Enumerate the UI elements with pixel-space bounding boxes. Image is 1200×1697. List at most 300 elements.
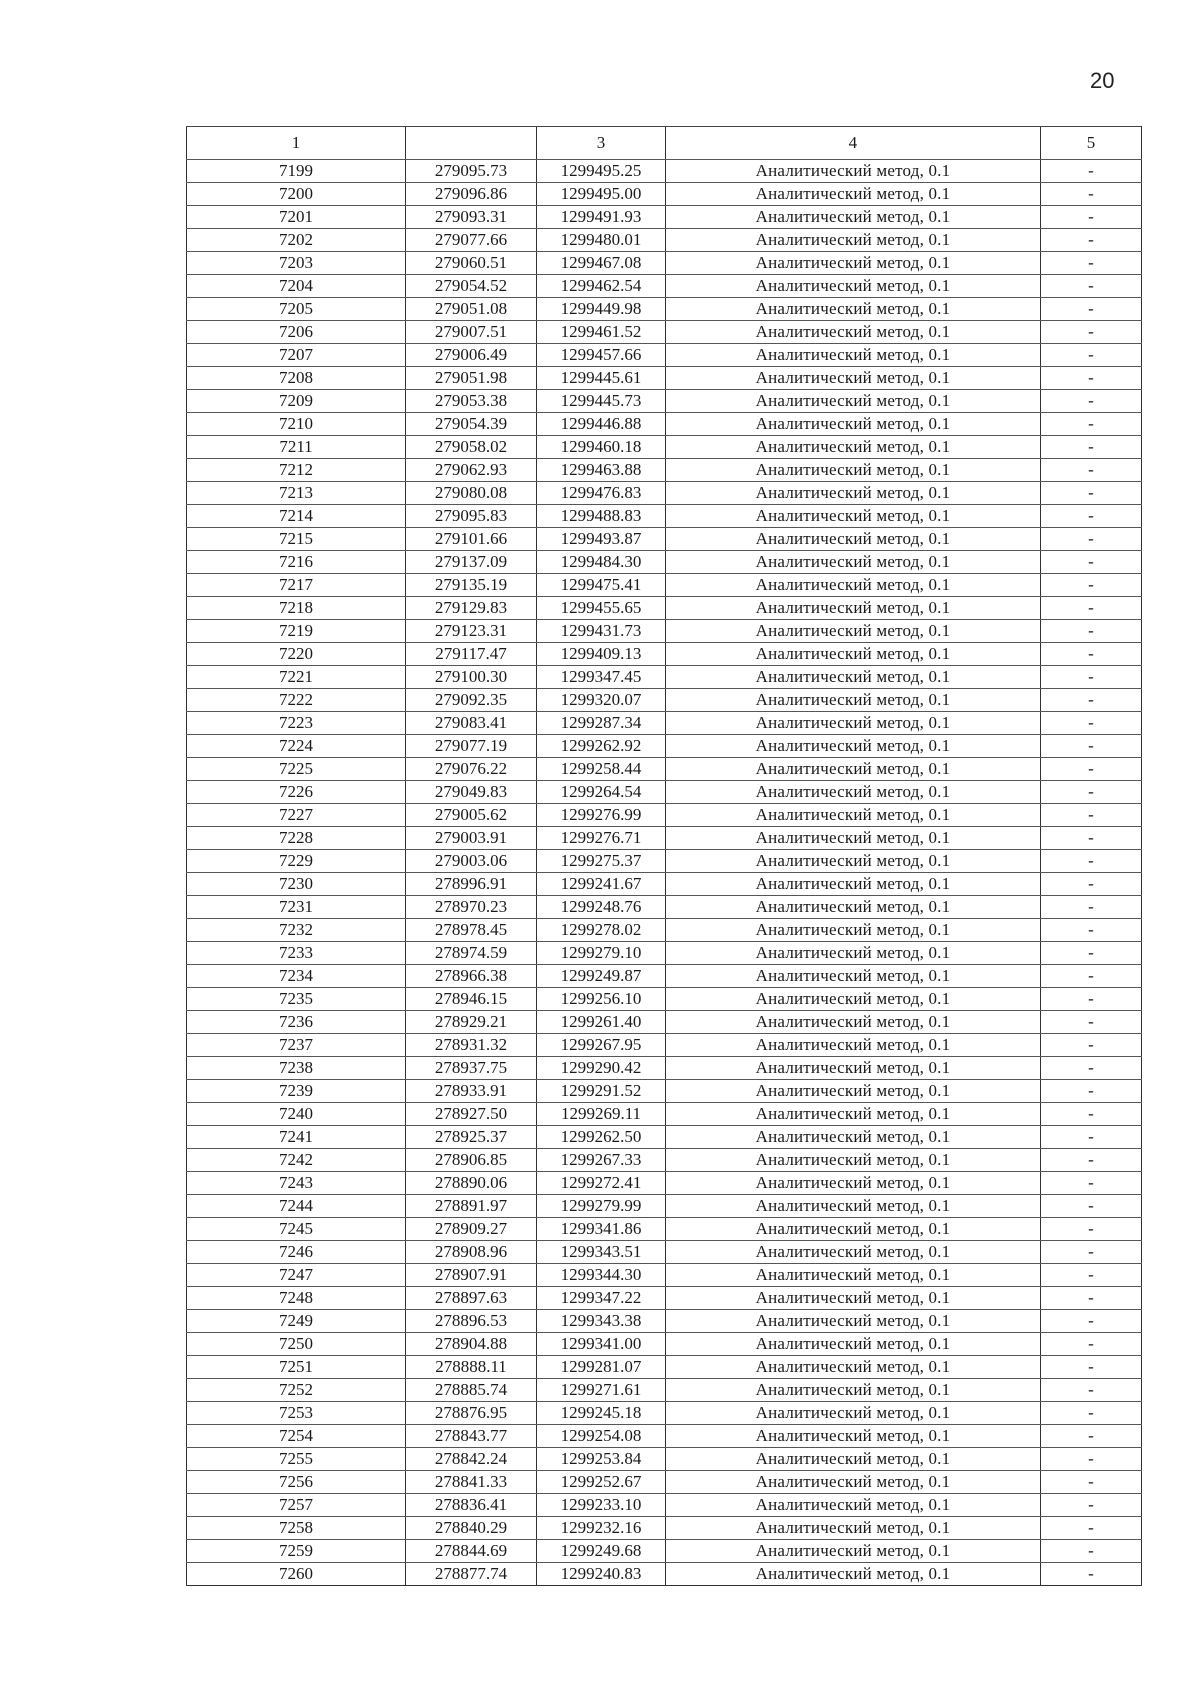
- method-cell: Аналитический метод, 0.1: [666, 1057, 1041, 1080]
- y-coordinate-cell: 1299455.65: [537, 597, 666, 620]
- error-cell: -: [1041, 551, 1142, 574]
- error-cell: -: [1041, 781, 1142, 804]
- x-coordinate-cell: 279051.08: [406, 298, 537, 321]
- error-cell: -: [1041, 528, 1142, 551]
- table-row: [187, 896, 1142, 919]
- method-cell: Аналитический метод, 0.1: [666, 459, 1041, 482]
- error-cell: -: [1041, 1563, 1142, 1586]
- table-row: [187, 1448, 1142, 1471]
- error-cell: -: [1041, 1494, 1142, 1517]
- x-coordinate-cell: 279058.02: [406, 436, 537, 459]
- table-row: [187, 597, 1142, 620]
- table-row: [187, 1356, 1142, 1379]
- method-cell: Аналитический метод, 0.1: [666, 1126, 1041, 1149]
- x-coordinate-cell: 278876.95: [406, 1402, 537, 1425]
- table-body: [187, 160, 1142, 1586]
- y-coordinate-cell: 1299463.88: [537, 459, 666, 482]
- error-cell: -: [1041, 298, 1142, 321]
- error-cell: -: [1041, 1126, 1142, 1149]
- x-coordinate-cell: 279080.08: [406, 482, 537, 505]
- x-coordinate-cell: 279054.39: [406, 413, 537, 436]
- method-cell: Аналитический метод, 0.1: [666, 1195, 1041, 1218]
- y-coordinate-cell: 1299495.00: [537, 183, 666, 206]
- point-number-cell: 7204: [187, 275, 406, 298]
- y-coordinate-cell: 1299233.10: [537, 1494, 666, 1517]
- method-cell: Аналитический метод, 0.1: [666, 643, 1041, 666]
- point-number-cell: 7199: [187, 160, 406, 183]
- method-cell: Аналитический метод, 0.1: [666, 919, 1041, 942]
- y-coordinate-cell: 1299341.86: [537, 1218, 666, 1241]
- error-cell: -: [1041, 758, 1142, 781]
- point-number-cell: 7228: [187, 827, 406, 850]
- method-cell: Аналитический метод, 0.1: [666, 1011, 1041, 1034]
- page-number: 20: [1090, 68, 1115, 93]
- point-number-cell: 7217: [187, 574, 406, 597]
- point-number-cell: 7224: [187, 735, 406, 758]
- table-row: [187, 758, 1142, 781]
- table-row: [187, 344, 1142, 367]
- y-coordinate-cell: 1299493.87: [537, 528, 666, 551]
- x-coordinate-cell: 278937.75: [406, 1057, 537, 1080]
- point-number-cell: 7211: [187, 436, 406, 459]
- y-coordinate-cell: 1299409.13: [537, 643, 666, 666]
- method-cell: Аналитический метод, 0.1: [666, 1287, 1041, 1310]
- table-row: [187, 1471, 1142, 1494]
- method-cell: Аналитический метод, 0.1: [666, 206, 1041, 229]
- y-coordinate-cell: 1299279.10: [537, 942, 666, 965]
- method-cell: Аналитический метод, 0.1: [666, 482, 1041, 505]
- error-cell: -: [1041, 873, 1142, 896]
- point-number-cell: 7229: [187, 850, 406, 873]
- table-header-row: [187, 127, 1142, 160]
- method-cell: Аналитический метод, 0.1: [666, 896, 1041, 919]
- error-cell: -: [1041, 666, 1142, 689]
- point-number-cell: 7218: [187, 597, 406, 620]
- error-cell: -: [1041, 436, 1142, 459]
- error-cell: -: [1041, 643, 1142, 666]
- error-cell: -: [1041, 1080, 1142, 1103]
- point-number-cell: 7215: [187, 528, 406, 551]
- table-row: [187, 321, 1142, 344]
- y-coordinate-cell: 1299275.37: [537, 850, 666, 873]
- x-coordinate-cell: 278909.27: [406, 1218, 537, 1241]
- error-cell: -: [1041, 919, 1142, 942]
- point-number-cell: 7212: [187, 459, 406, 482]
- x-coordinate-cell: 279060.51: [406, 252, 537, 275]
- column-header-5: 5: [1041, 127, 1142, 160]
- method-cell: Аналитический метод, 0.1: [666, 827, 1041, 850]
- point-number-cell: 7246: [187, 1241, 406, 1264]
- point-number-cell: 7252: [187, 1379, 406, 1402]
- point-number-cell: 7207: [187, 344, 406, 367]
- point-number-cell: 7255: [187, 1448, 406, 1471]
- method-cell: Аналитический метод, 0.1: [666, 275, 1041, 298]
- error-cell: -: [1041, 1333, 1142, 1356]
- error-cell: -: [1041, 1264, 1142, 1287]
- error-cell: -: [1041, 206, 1142, 229]
- point-number-cell: 7236: [187, 1011, 406, 1034]
- x-coordinate-cell: 279083.41: [406, 712, 537, 735]
- error-cell: -: [1041, 413, 1142, 436]
- method-cell: Аналитический метод, 0.1: [666, 551, 1041, 574]
- error-cell: -: [1041, 942, 1142, 965]
- point-number-cell: 7238: [187, 1057, 406, 1080]
- error-cell: -: [1041, 1402, 1142, 1425]
- method-cell: Аналитический метод, 0.1: [666, 1402, 1041, 1425]
- y-coordinate-cell: 1299249.68: [537, 1540, 666, 1563]
- method-cell: Аналитический метод, 0.1: [666, 183, 1041, 206]
- x-coordinate-cell: 278890.06: [406, 1172, 537, 1195]
- x-coordinate-cell: 278929.21: [406, 1011, 537, 1034]
- method-cell: Аналитический метод, 0.1: [666, 1172, 1041, 1195]
- error-cell: -: [1041, 965, 1142, 988]
- method-cell: Аналитический метод, 0.1: [666, 1379, 1041, 1402]
- x-coordinate-cell: 279095.73: [406, 160, 537, 183]
- point-number-cell: 7257: [187, 1494, 406, 1517]
- y-coordinate-cell: 1299278.02: [537, 919, 666, 942]
- error-cell: -: [1041, 344, 1142, 367]
- table-row: [187, 436, 1142, 459]
- table-row: [187, 1517, 1142, 1540]
- y-coordinate-cell: 1299480.01: [537, 229, 666, 252]
- table-row: [187, 574, 1142, 597]
- y-coordinate-cell: 1299276.71: [537, 827, 666, 850]
- table-row: [187, 367, 1142, 390]
- point-number-cell: 7253: [187, 1402, 406, 1425]
- y-coordinate-cell: 1299287.34: [537, 712, 666, 735]
- method-cell: Аналитический метод, 0.1: [666, 1080, 1041, 1103]
- column-header-4: 4: [666, 127, 1041, 160]
- point-number-cell: 7250: [187, 1333, 406, 1356]
- method-cell: Аналитический метод, 0.1: [666, 1310, 1041, 1333]
- table-row: [187, 1218, 1142, 1241]
- error-cell: -: [1041, 183, 1142, 206]
- table-row: [187, 804, 1142, 827]
- method-cell: Аналитический метод, 0.1: [666, 367, 1041, 390]
- point-number-cell: 7206: [187, 321, 406, 344]
- table-row: [187, 206, 1142, 229]
- x-coordinate-cell: 279003.91: [406, 827, 537, 850]
- table-row: [187, 528, 1142, 551]
- error-cell: -: [1041, 597, 1142, 620]
- method-cell: Аналитический метод, 0.1: [666, 229, 1041, 252]
- error-cell: -: [1041, 1149, 1142, 1172]
- error-cell: -: [1041, 1011, 1142, 1034]
- point-number-cell: 7231: [187, 896, 406, 919]
- method-cell: Аналитический метод, 0.1: [666, 1333, 1041, 1356]
- y-coordinate-cell: 1299491.93: [537, 206, 666, 229]
- y-coordinate-cell: 1299320.07: [537, 689, 666, 712]
- table-row: [187, 1126, 1142, 1149]
- x-coordinate-cell: 279054.52: [406, 275, 537, 298]
- method-cell: Аналитический метод, 0.1: [666, 505, 1041, 528]
- point-number-cell: 7247: [187, 1264, 406, 1287]
- method-cell: Аналитический метод, 0.1: [666, 321, 1041, 344]
- method-cell: Аналитический метод, 0.1: [666, 1563, 1041, 1586]
- x-coordinate-cell: 278906.85: [406, 1149, 537, 1172]
- error-cell: -: [1041, 160, 1142, 183]
- method-cell: Аналитический метод, 0.1: [666, 1356, 1041, 1379]
- point-number-cell: 7239: [187, 1080, 406, 1103]
- point-number-cell: 7208: [187, 367, 406, 390]
- x-coordinate-cell: 278888.11: [406, 1356, 537, 1379]
- table-row: [187, 1310, 1142, 1333]
- table-row: [187, 1563, 1142, 1586]
- table-row: [187, 666, 1142, 689]
- x-coordinate-cell: 279137.09: [406, 551, 537, 574]
- x-coordinate-cell: 278897.63: [406, 1287, 537, 1310]
- error-cell: -: [1041, 1172, 1142, 1195]
- x-coordinate-cell: 279007.51: [406, 321, 537, 344]
- error-cell: -: [1041, 712, 1142, 735]
- x-coordinate-cell: 279003.06: [406, 850, 537, 873]
- method-cell: Аналитический метод, 0.1: [666, 758, 1041, 781]
- y-coordinate-cell: 1299344.30: [537, 1264, 666, 1287]
- method-cell: Аналитический метод, 0.1: [666, 965, 1041, 988]
- x-coordinate-cell: 279062.93: [406, 459, 537, 482]
- point-number-cell: 7259: [187, 1540, 406, 1563]
- y-coordinate-cell: 1299446.88: [537, 413, 666, 436]
- error-cell: -: [1041, 804, 1142, 827]
- method-cell: Аналитический метод, 0.1: [666, 298, 1041, 321]
- error-cell: -: [1041, 850, 1142, 873]
- table-row: [187, 965, 1142, 988]
- y-coordinate-cell: 1299475.41: [537, 574, 666, 597]
- x-coordinate-cell: 278836.41: [406, 1494, 537, 1517]
- error-cell: -: [1041, 827, 1142, 850]
- table-row: [187, 850, 1142, 873]
- table-row: [187, 781, 1142, 804]
- error-cell: -: [1041, 896, 1142, 919]
- table-row: [187, 1287, 1142, 1310]
- x-coordinate-cell: 279049.83: [406, 781, 537, 804]
- x-coordinate-cell: 278843.77: [406, 1425, 537, 1448]
- y-coordinate-cell: 1299449.98: [537, 298, 666, 321]
- table-row: [187, 1149, 1142, 1172]
- point-number-cell: 7256: [187, 1471, 406, 1494]
- table-row: [187, 620, 1142, 643]
- x-coordinate-cell: 279095.83: [406, 505, 537, 528]
- method-cell: Аналитический метод, 0.1: [666, 1103, 1041, 1126]
- method-cell: Аналитический метод, 0.1: [666, 344, 1041, 367]
- y-coordinate-cell: 1299495.25: [537, 160, 666, 183]
- table-row: [187, 1034, 1142, 1057]
- point-number-cell: 7245: [187, 1218, 406, 1241]
- point-number-cell: 7202: [187, 229, 406, 252]
- y-coordinate-cell: 1299445.73: [537, 390, 666, 413]
- method-cell: Аналитический метод, 0.1: [666, 1540, 1041, 1563]
- x-coordinate-cell: 278877.74: [406, 1563, 537, 1586]
- point-number-cell: 7235: [187, 988, 406, 1011]
- y-coordinate-cell: 1299267.95: [537, 1034, 666, 1057]
- point-number-cell: 7232: [187, 919, 406, 942]
- table-row: [187, 275, 1142, 298]
- y-coordinate-cell: 1299476.83: [537, 482, 666, 505]
- table-row: [187, 689, 1142, 712]
- table-row: [187, 1080, 1142, 1103]
- x-coordinate-cell: 279117.47: [406, 643, 537, 666]
- error-cell: -: [1041, 988, 1142, 1011]
- column-header-2: [406, 127, 537, 160]
- table-row: [187, 1057, 1142, 1080]
- point-number-cell: 7220: [187, 643, 406, 666]
- point-number-cell: 7258: [187, 1517, 406, 1540]
- table-row: [187, 390, 1142, 413]
- table-row: [187, 712, 1142, 735]
- method-cell: Аналитический метод, 0.1: [666, 873, 1041, 896]
- method-cell: Аналитический метод, 0.1: [666, 1494, 1041, 1517]
- error-cell: -: [1041, 482, 1142, 505]
- table-row: [187, 229, 1142, 252]
- point-number-cell: 7210: [187, 413, 406, 436]
- table-row: [187, 1425, 1142, 1448]
- x-coordinate-cell: 279092.35: [406, 689, 537, 712]
- y-coordinate-cell: 1299269.11: [537, 1103, 666, 1126]
- point-number-cell: 7230: [187, 873, 406, 896]
- point-number-cell: 7237: [187, 1034, 406, 1057]
- x-coordinate-cell: 278908.96: [406, 1241, 537, 1264]
- x-coordinate-cell: 279123.31: [406, 620, 537, 643]
- method-cell: Аналитический метод, 0.1: [666, 1425, 1041, 1448]
- error-cell: -: [1041, 1195, 1142, 1218]
- error-cell: -: [1041, 1448, 1142, 1471]
- error-cell: -: [1041, 735, 1142, 758]
- y-coordinate-cell: 1299248.76: [537, 896, 666, 919]
- x-coordinate-cell: 278840.29: [406, 1517, 537, 1540]
- table-row: [187, 183, 1142, 206]
- table-row: [187, 160, 1142, 183]
- error-cell: -: [1041, 321, 1142, 344]
- y-coordinate-cell: 1299249.87: [537, 965, 666, 988]
- method-cell: Аналитический метод, 0.1: [666, 689, 1041, 712]
- table-row: [187, 988, 1142, 1011]
- point-number-cell: 7216: [187, 551, 406, 574]
- x-coordinate-cell: 278931.32: [406, 1034, 537, 1057]
- table-row: [187, 827, 1142, 850]
- method-cell: Аналитический метод, 0.1: [666, 436, 1041, 459]
- y-coordinate-cell: 1299241.67: [537, 873, 666, 896]
- y-coordinate-cell: 1299271.61: [537, 1379, 666, 1402]
- y-coordinate-cell: 1299347.45: [537, 666, 666, 689]
- y-coordinate-cell: 1299253.84: [537, 1448, 666, 1471]
- error-cell: -: [1041, 1057, 1142, 1080]
- table-row: [187, 482, 1142, 505]
- method-cell: Аналитический метод, 0.1: [666, 252, 1041, 275]
- y-coordinate-cell: 1299272.41: [537, 1172, 666, 1195]
- error-cell: -: [1041, 367, 1142, 390]
- table-row: [187, 252, 1142, 275]
- table-row: [187, 1264, 1142, 1287]
- x-coordinate-cell: 278925.37: [406, 1126, 537, 1149]
- error-cell: -: [1041, 689, 1142, 712]
- x-coordinate-cell: 279006.49: [406, 344, 537, 367]
- error-cell: -: [1041, 1540, 1142, 1563]
- point-number-cell: 7260: [187, 1563, 406, 1586]
- y-coordinate-cell: 1299267.33: [537, 1149, 666, 1172]
- x-coordinate-cell: 278974.59: [406, 942, 537, 965]
- y-coordinate-cell: 1299467.08: [537, 252, 666, 275]
- method-cell: Аналитический метод, 0.1: [666, 1264, 1041, 1287]
- error-cell: -: [1041, 1356, 1142, 1379]
- x-coordinate-cell: 278927.50: [406, 1103, 537, 1126]
- table-row: [187, 1172, 1142, 1195]
- point-number-cell: 7200: [187, 183, 406, 206]
- method-cell: Аналитический метод, 0.1: [666, 804, 1041, 827]
- point-number-cell: 7249: [187, 1310, 406, 1333]
- error-cell: -: [1041, 229, 1142, 252]
- error-cell: -: [1041, 1241, 1142, 1264]
- point-number-cell: 7244: [187, 1195, 406, 1218]
- table-row: [187, 1540, 1142, 1563]
- x-coordinate-cell: 279100.30: [406, 666, 537, 689]
- point-number-cell: 7219: [187, 620, 406, 643]
- error-cell: -: [1041, 1517, 1142, 1540]
- y-coordinate-cell: 1299262.50: [537, 1126, 666, 1149]
- method-cell: Аналитический метод, 0.1: [666, 735, 1041, 758]
- error-cell: -: [1041, 1379, 1142, 1402]
- table-row: [187, 1333, 1142, 1356]
- point-number-cell: 7214: [187, 505, 406, 528]
- method-cell: Аналитический метод, 0.1: [666, 988, 1041, 1011]
- y-coordinate-cell: 1299256.10: [537, 988, 666, 1011]
- point-number-cell: 7226: [187, 781, 406, 804]
- y-coordinate-cell: 1299461.52: [537, 321, 666, 344]
- method-cell: Аналитический метод, 0.1: [666, 1034, 1041, 1057]
- error-cell: -: [1041, 505, 1142, 528]
- y-coordinate-cell: 1299488.83: [537, 505, 666, 528]
- point-number-cell: 7223: [187, 712, 406, 735]
- point-number-cell: 7241: [187, 1126, 406, 1149]
- x-coordinate-cell: 278933.91: [406, 1080, 537, 1103]
- method-cell: Аналитический метод, 0.1: [666, 1517, 1041, 1540]
- y-coordinate-cell: 1299262.92: [537, 735, 666, 758]
- y-coordinate-cell: 1299258.44: [537, 758, 666, 781]
- table-row: [187, 942, 1142, 965]
- method-cell: Аналитический метод, 0.1: [666, 942, 1041, 965]
- method-cell: Аналитический метод, 0.1: [666, 1149, 1041, 1172]
- method-cell: Аналитический метод, 0.1: [666, 712, 1041, 735]
- y-coordinate-cell: 1299343.51: [537, 1241, 666, 1264]
- table-row: [187, 1494, 1142, 1517]
- x-coordinate-cell: 279135.19: [406, 574, 537, 597]
- method-cell: Аналитический метод, 0.1: [666, 1471, 1041, 1494]
- error-cell: -: [1041, 1287, 1142, 1310]
- y-coordinate-cell: 1299240.83: [537, 1563, 666, 1586]
- point-number-cell: 7213: [187, 482, 406, 505]
- y-coordinate-cell: 1299445.61: [537, 367, 666, 390]
- x-coordinate-cell: 278996.91: [406, 873, 537, 896]
- x-coordinate-cell: 278978.45: [406, 919, 537, 942]
- y-coordinate-cell: 1299291.52: [537, 1080, 666, 1103]
- x-coordinate-cell: 278970.23: [406, 896, 537, 919]
- y-coordinate-cell: 1299264.54: [537, 781, 666, 804]
- point-number-cell: 7225: [187, 758, 406, 781]
- table-row: [187, 551, 1142, 574]
- error-cell: -: [1041, 275, 1142, 298]
- x-coordinate-cell: 279093.31: [406, 206, 537, 229]
- x-coordinate-cell: 279053.38: [406, 390, 537, 413]
- x-coordinate-cell: 279076.22: [406, 758, 537, 781]
- table-row: [187, 1241, 1142, 1264]
- method-cell: Аналитический метод, 0.1: [666, 528, 1041, 551]
- point-number-cell: 7221: [187, 666, 406, 689]
- method-cell: Аналитический метод, 0.1: [666, 597, 1041, 620]
- x-coordinate-cell: 278844.69: [406, 1540, 537, 1563]
- y-coordinate-cell: 1299347.22: [537, 1287, 666, 1310]
- y-coordinate-cell: 1299245.18: [537, 1402, 666, 1425]
- coordinates-table: [186, 126, 1142, 1586]
- y-coordinate-cell: 1299431.73: [537, 620, 666, 643]
